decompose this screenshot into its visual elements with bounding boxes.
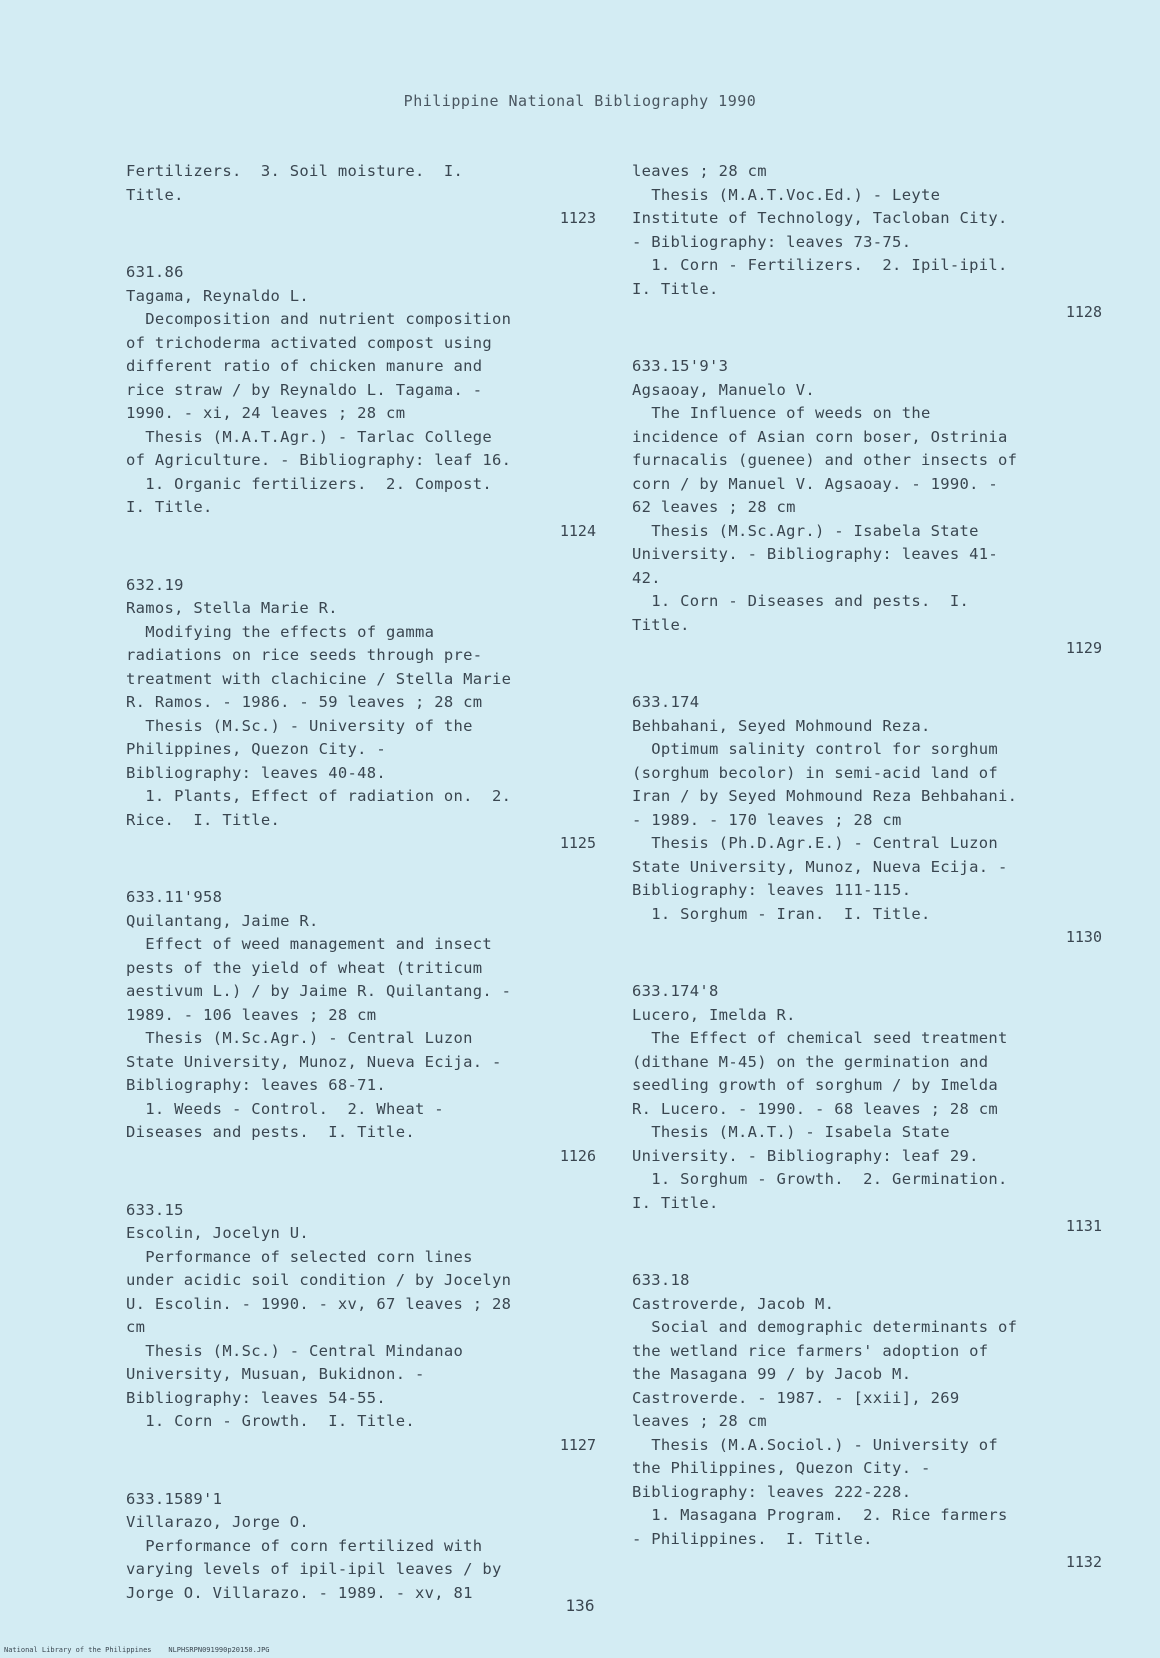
entry-line: - Bibliography: leaves 73-75.: [632, 232, 912, 251]
page-number: 136: [565, 1596, 595, 1615]
entry-gap: [632, 323, 1102, 355]
entry-line: of Agriculture. - Bibliography: leaf 16.: [126, 451, 512, 469]
entry-line: 1990. - xi, 24 leaves ; 28 cm: [126, 404, 406, 422]
entry-line: Diseases and pests. I. Title.: [126, 1123, 415, 1141]
bibliography-entry: [126, 1488, 596, 1606]
entry-line: Villarazo, Jorge O.: [126, 1513, 310, 1531]
entry-line: Lucero, Imelda R.: [632, 1005, 796, 1024]
bibliography-entry: [126, 886, 596, 1199]
entry-line: University, Musuan, Bukidnon. -: [126, 1365, 425, 1383]
entry-line: Castroverde, Jacob M.: [632, 1294, 835, 1313]
entry-line: leaves ; 28 cm: [632, 162, 767, 180]
entry-line: Thesis (Ph.D.Agr.E.) - Central Luzon: [632, 834, 999, 852]
entry-line: The Influence of weeds on the: [632, 404, 931, 422]
entry-number: 1125: [559, 834, 596, 852]
entry-line: The Effect of chemical seed treatment: [632, 1029, 1008, 1047]
entry-line: Title.: [126, 185, 184, 204]
entry-line: R. Lucero. - 1990. - 68 leaves ; 28 cm: [632, 1099, 999, 1118]
entry-line: Optimum salinity control for sorghum: [632, 740, 999, 758]
entry-line: aestivum L.) / by Jaime R. Quilantang. -: [126, 982, 512, 1000]
entry-gap: [126, 542, 596, 574]
entry-line: Effect of weed management and insect: [126, 935, 493, 953]
entry-gap: [632, 1237, 1102, 1269]
entry-number: 1132: [1065, 1553, 1102, 1571]
entry-line: different ratio of chicken manure and: [126, 357, 483, 375]
entry-line: Castroverde. - 1987. - [xxii], 269: [632, 1388, 960, 1407]
entry-line: rice straw / by Reynaldo L. Tagama. -: [126, 380, 483, 399]
bibliography-entry: [126, 160, 596, 261]
entry-line: Institute of Technology, Tacloban City.: [632, 209, 1008, 227]
bibliography-entry: [632, 980, 1102, 1269]
entry-gap: [632, 659, 1102, 691]
right-column: [632, 160, 1102, 1605]
entry-line: 42.: [632, 568, 661, 587]
entry-line: I. Title.: [632, 279, 719, 298]
entry-line: Thesis (M.A.T.Voc.Ed.) - Leyte: [632, 185, 941, 204]
entry-line: Iran / by Seyed Mohmound Reza Behbahani.: [632, 787, 1018, 805]
entry-line: radiations on rice seeds through pre-: [126, 646, 483, 664]
entry-line: Bibliography: leaves 222-228.: [632, 1482, 912, 1501]
bibliography-entry: [632, 691, 1102, 980]
entry-line: Decomposition and nutrient composition: [126, 310, 512, 328]
entry-line: Agsaoay, Manuelo V.: [632, 380, 816, 399]
entry-gap: [126, 229, 596, 261]
bibliography-entry: [126, 261, 596, 574]
entry-line: 633.1589'1: [126, 1489, 223, 1508]
entry-number: 1127: [559, 1435, 596, 1454]
entry-line: University. - Bibliography: leaves 41-: [632, 545, 999, 563]
entry-line: 633.15: [126, 1200, 184, 1219]
entry-number: 1131: [1065, 1217, 1102, 1235]
entry-line: Performance of corn fertilized with: [126, 1536, 483, 1555]
bibliography-entry: [632, 1269, 1102, 1605]
entry-line: 1. Corn - Growth. I. Title.: [126, 1412, 415, 1430]
entry-line: Thesis (M.A.Sociol.) - University of: [632, 1435, 999, 1454]
entry-line: pests of the yield of wheat (triticum: [126, 958, 483, 977]
entry-line: leaves ; 28 cm: [632, 1412, 767, 1430]
entry-line: 633.174: [632, 693, 700, 711]
entry-line: I. Title.: [126, 498, 213, 516]
entry-line: 631.86: [126, 263, 184, 281]
entry-number: 1130: [1065, 928, 1102, 946]
entry-line: 633.174'8: [632, 982, 719, 1000]
entry-line: 1. Organic fertilizers. 2. Compost.: [126, 474, 493, 493]
entry-gap: [126, 1167, 596, 1199]
entry-line: State University, Munoz, Nueva Ecija. -: [632, 857, 1008, 876]
entry-line: Thesis (M.Sc.) - Central Mindanao: [126, 1341, 464, 1360]
bibliography-entry: [126, 574, 596, 887]
entry-gap: [126, 1456, 596, 1488]
entry-line: the Masagana 99 / by Jacob M.: [632, 1365, 912, 1383]
entry-line: varying levels of ipil-ipil leaves / by: [126, 1560, 502, 1578]
entry-line: 1. Corn - Diseases and pests. I.: [632, 592, 970, 610]
entry-line: - 1989. - 170 leaves ; 28 cm: [632, 810, 902, 829]
image-credit: National Library of the Philippines NLPHSRPN091990p20150.JPG: [4, 1646, 270, 1654]
entry-line: R. Ramos. - 1986. - 59 leaves ; 28 cm: [126, 693, 483, 711]
bibliography-entry: [126, 1199, 596, 1488]
entry-line: cm: [126, 1318, 146, 1336]
entry-line: Thesis (M.A.T.Agr.) - Tarlac College: [126, 427, 493, 446]
left-column: [126, 160, 596, 1605]
entry-line: 1. Corn - Fertilizers. 2. Ipil-ipil.: [632, 256, 1008, 274]
entry-line: 62 leaves ; 28 cm: [632, 498, 796, 516]
entry-number: 1128: [1065, 303, 1102, 321]
entry-gap: [632, 948, 1102, 980]
entry-line: 1. Plants, Effect of radiation on. 2.: [126, 787, 512, 805]
entry-line: U. Escolin. - 1990. - xv, 67 leaves ; 28: [126, 1294, 512, 1313]
entry-line: 632.19: [126, 575, 184, 594]
entry-line: treatment with clachicine / Stella Marie: [126, 669, 512, 688]
bibliography-entry: [632, 160, 1102, 355]
entry-number: 1126: [559, 1146, 596, 1165]
entry-line: Bibliography: leaves 40-48.: [126, 763, 387, 782]
entry-line: 1. Weeds - Control. 2. Wheat -: [126, 1099, 444, 1118]
entry-line: (sorghum becolor) in semi-acid land of: [632, 763, 999, 782]
entry-line: Bibliography: leaves 111-115.: [632, 881, 912, 899]
entry-number: 1124: [559, 521, 596, 540]
entry-line: Philippines, Quezon City. -: [126, 740, 387, 758]
entry-line: Fertilizers. 3. Soil moisture. I.: [126, 162, 464, 180]
entry-line: Bibliography: leaves 68-71.: [126, 1076, 387, 1094]
entry-line: 1. Sorghum - Iran. I. Title.: [632, 904, 931, 923]
entry-number: 1129: [1065, 639, 1102, 657]
entry-line: (dithane M-45) on the germination and: [632, 1052, 989, 1071]
entry-line: Escolin, Jocelyn U.: [126, 1224, 310, 1242]
entry-line: Title.: [632, 615, 690, 634]
entry-line: the wetland rice farmers' adoption of: [632, 1341, 989, 1360]
entry-line: Modifying the effects of gamma: [126, 622, 435, 641]
entry-line: Behbahani, Seyed Mohmound Reza.: [632, 716, 931, 735]
entry-line: Thesis (M.A.T.) - Isabela State: [632, 1123, 950, 1141]
entry-line: 1. Masagana Program. 2. Rice farmers: [632, 1506, 1008, 1524]
entry-line: Social and demographic determinants of: [632, 1318, 1018, 1336]
entry-line: Performance of selected corn lines: [126, 1247, 473, 1266]
entry-line: Bibliography: leaves 54-55.: [126, 1388, 387, 1407]
entry-line: Tagama, Reynaldo L.: [126, 286, 310, 305]
entry-line: of trichoderma activated compost using: [126, 333, 493, 352]
entry-line: 1. Sorghum - Growth. 2. Germination.: [632, 1170, 1008, 1188]
page-header: Philippine National Bibliography 1990: [403, 92, 757, 110]
entry-line: Thesis (M.Sc.Agr.) - Isabela State: [632, 521, 979, 540]
entry-line: corn / by Manuel V. Agsaoay. - 1990. -: [632, 474, 999, 493]
entry-line: Thesis (M.Sc.Agr.) - Central Luzon: [126, 1029, 473, 1047]
entry-line: 1989. - 106 leaves ; 28 cm: [126, 1005, 377, 1024]
entry-gap: [126, 854, 596, 886]
entry-line: State University, Munoz, Nueva Ecija. -: [126, 1052, 502, 1071]
entry-number: 1123: [559, 209, 596, 227]
entry-line: Rice. I. Title.: [126, 810, 281, 829]
entry-line: 633.18: [632, 1271, 690, 1289]
entry-line: - Philippines. I. Title.: [632, 1529, 873, 1548]
entry-line: the Philippines, Quezon City. -: [632, 1459, 931, 1477]
entry-line: Quilantang, Jaime R.: [126, 911, 319, 930]
entry-line: University. - Bibliography: leaf 29.: [632, 1146, 979, 1165]
entry-line: Thesis (M.Sc.) - University of the: [126, 716, 473, 735]
entry-line: I. Title.: [632, 1193, 719, 1212]
entry-line: 633.15'9'3: [632, 357, 729, 375]
entry-line: Jorge O. Villarazo. - 1989. - xv, 81: [126, 1583, 473, 1602]
bibliography-entry: [632, 355, 1102, 691]
entry-line: furnacalis (guenee) and other insects of: [632, 451, 1018, 469]
entry-line: seedling growth of sorghum / by Imelda: [632, 1076, 999, 1094]
entry-line: 633.11'958: [126, 888, 223, 906]
entry-line: Ramos, Stella Marie R.: [126, 599, 338, 617]
entry-line: under acidic soil condition / by Jocelyn: [126, 1271, 512, 1289]
entry-line: incidence of Asian corn boser, Ostrinia: [632, 427, 1008, 446]
